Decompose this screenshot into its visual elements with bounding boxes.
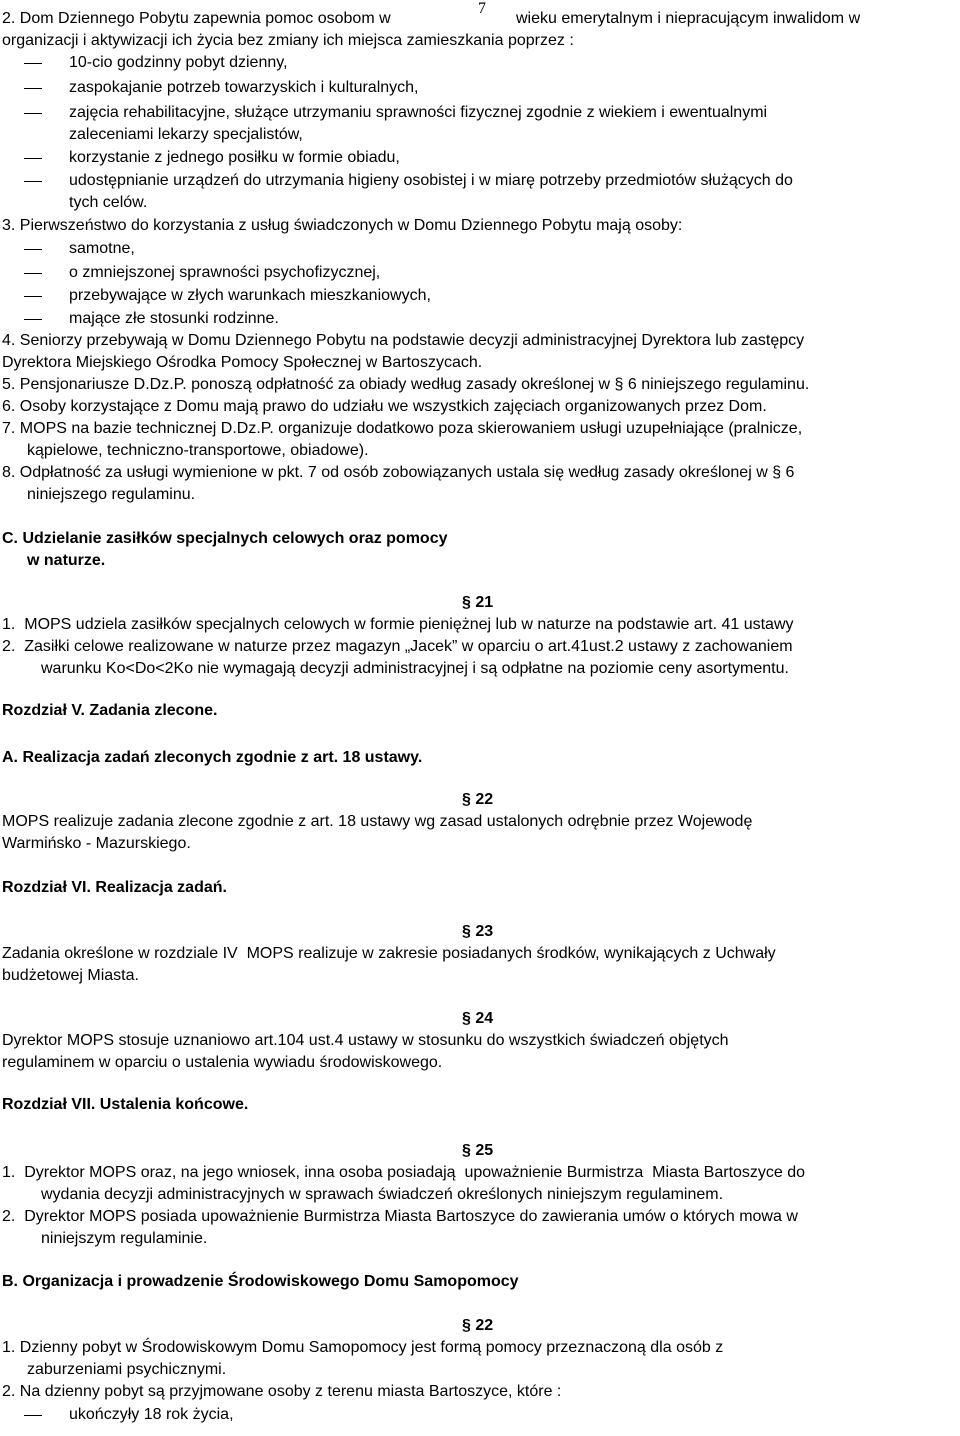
text-segment: zaspokajanie potrzeb towarzyskich i kulturalnych,	[69, 79, 419, 96]
text-segment: budżetowej Miasta.	[2, 967, 139, 984]
text-segment: samotne,	[69, 240, 135, 257]
text-segment: 1. Dyrektor MOPS oraz, na jego wniosek, inna osoba posiadają upoważnienie Burmistrza Miasta Bartoszyce do	[2, 1164, 806, 1181]
text-segment: A. Realizacja zadań zleconych zgodnie z art. 18 ustawy.	[2, 749, 423, 766]
text-segment: B. Organizacja i prowadzenie Środowiskowego Domu Samopomocy	[2, 1273, 519, 1290]
text-segment: § 22	[462, 1317, 494, 1334]
text-segment: § 23	[462, 923, 494, 940]
text-segment: zaburzeniami psychicznymi.	[27, 1361, 227, 1378]
text-segment: udostępnianie urządzeń do utrzymania higieny osobistej i w miarę potrzeby przedmiotów służących do	[69, 172, 793, 189]
text-segment: 2. Zasiłki celowe realizowane w naturze przez magazyn „Jacek” w oparciu o art.41ust.2 ustawy z zachowaniem	[2, 638, 793, 655]
text-segment: § 25	[462, 1142, 494, 1159]
text-segment: Dyrektor MOPS stosuje uznaniowo art.104 ust.4 ustawy w stosunku do wszystkich świadczeń objętych	[2, 1032, 729, 1049]
text-segment: Rozdział V. Zadania zlecone.	[2, 702, 218, 719]
dash-bullet	[24, 249, 42, 250]
page-number: 7	[478, 0, 486, 17]
text-segment: wieku emerytalnym i niepracującym inwalidom w	[516, 10, 861, 27]
text-segment: Rozdział VI. Realizacja zadań.	[2, 879, 227, 896]
text-segment: 7. MOPS na bazie technicznej D.Dz.P. organizuje dodatkowo poza skierowaniem usługi uzupełniające (pralnicze,	[2, 420, 803, 437]
text-segment: wydania decyzji administracyjnych w sprawach świadczeń określonych niniejszym regulaminem.	[41, 1186, 724, 1203]
text-segment: korzystanie z jednego posiłku w formie obiadu,	[69, 149, 400, 166]
text-segment: 2. Na dzienny pobyt są przyjmowane osoby z terenu miasta Bartoszyce, które :	[2, 1383, 562, 1400]
text-segment: mające złe stosunki rodzinne.	[69, 310, 279, 327]
dash-bullet	[24, 63, 42, 64]
dash-bullet	[24, 319, 42, 320]
text-segment: Warmińsko - Mazurskiego.	[2, 835, 191, 852]
text-segment: 10-cio godzinny pobyt dzienny,	[69, 54, 288, 71]
text-segment: przebywające w złych warunkach mieszkaniowych,	[69, 287, 431, 304]
text-segment: niniejszym regulaminie.	[41, 1230, 208, 1247]
dash-bullet	[24, 181, 42, 182]
text-segment: o zmniejszonej sprawności psychofizycznej,	[69, 264, 381, 281]
dash-bullet	[24, 158, 42, 159]
text-segment: tych celów.	[69, 194, 148, 211]
text-segment: zaleceniami lekarzy specjalistów,	[69, 126, 303, 143]
text-segment: warunku Ko<Do<2Ko nie wymagają decyzji administracyjnej i są odpłatne na poziomie ceny asortymentu.	[41, 660, 789, 677]
text-segment: Zadania określone w rozdziale IV MOPS realizuje w zakresie posiadanych środków, wynikających z Uchwały	[2, 945, 776, 962]
dash-bullet	[24, 273, 42, 274]
text-segment: 1. MOPS udziela zasiłków specjalnych celowych w formie pieniężnej lub w naturze na podstawie art. 41 ustawy	[2, 616, 794, 633]
text-segment: Rozdział VII. Ustalenia końcowe.	[2, 1096, 249, 1113]
text-segment: regulaminem w oparciu o ustalenia wywiadu środowiskowego.	[2, 1054, 443, 1071]
text-segment: w naturze.	[27, 552, 106, 569]
text-segment: 2. Dom Dziennego Pobytu zapewnia pomoc osobom w	[2, 10, 391, 27]
dash-bullet	[24, 113, 42, 114]
text-segment: 6. Osoby korzystające z Domu mają prawo do udziału we wszystkich zajęciach organizowanych przez Dom.	[2, 398, 767, 415]
text-segment: 1. Dzienny pobyt w Środowiskowym Domu Samopomocy jest formą pomocy przeznaczoną dla osób z	[2, 1339, 724, 1356]
text-segment: C. Udzielanie zasiłków specjalnych celowych oraz pomocy	[2, 530, 448, 547]
text-segment: 8. Odpłatność za usługi wymienione w pkt. 7 od osób zobowiązanych ustala się według zasady określonej w § 6	[2, 464, 795, 481]
text-segment: 5. Pensjonariusze D.Dz.P. ponoszą odpłatność za obiady według zasady określonej w § 6 niniejszego regulaminu.	[2, 376, 810, 393]
dash-bullet	[24, 1415, 42, 1416]
text-segment: niniejszego regulaminu.	[27, 486, 196, 503]
text-segment: zajęcia rehabilitacyjne, służące utrzymaniu sprawności fizycznej zgodnie z wiekiem i ewentualnymi	[69, 104, 768, 121]
text-segment: organizacji i aktywizacji ich życia bez zmiany ich miejsca zamieszkania poprzez :	[2, 32, 574, 49]
dash-bullet	[24, 296, 42, 297]
text-segment: 4. Seniorzy przebywają w Domu Dziennego Pobytu na podstawie decyzji administracyjnej Dyrektora lub zastępcy	[2, 332, 805, 349]
text-segment: § 24	[462, 1010, 494, 1027]
text-segment: MOPS realizuje zadania zlecone zgodnie z art. 18 ustawy wg zasad ustalonych odrębnie przez Wojewodę	[2, 813, 753, 830]
text-segment: ukończyły 18 rok życia,	[69, 1406, 234, 1423]
text-segment: 3. Pierwszeństwo do korzystania z usług świadczonych w Domu Dziennego Pobytu mają osoby:	[2, 217, 683, 234]
text-segment: kąpielowe, techniczno-transportowe, obiadowe).	[27, 442, 369, 459]
text-segment: § 21	[462, 594, 494, 611]
dash-bullet	[24, 88, 42, 89]
text-segment: Dyrektora Miejskiego Ośrodka Pomocy Społecznej w Bartoszycach.	[2, 354, 483, 371]
text-segment: 2. Dyrektor MOPS posiada upoważnienie Burmistrza Miasta Bartoszyce do zawierania umów o których mowa w	[2, 1208, 798, 1225]
text-segment: § 22	[462, 791, 494, 808]
